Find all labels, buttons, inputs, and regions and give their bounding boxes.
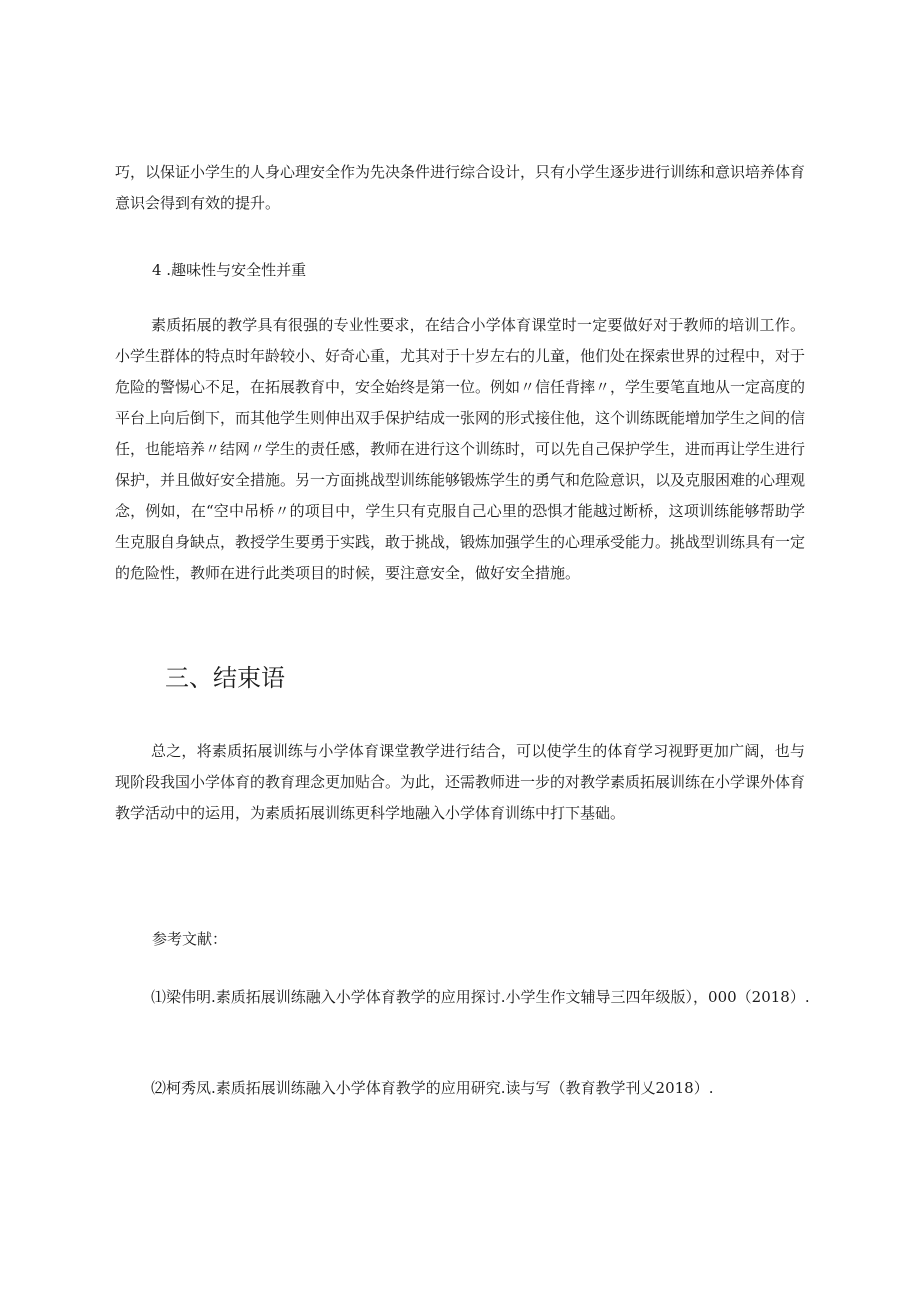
- intro-paragraph: 巧，以保证小学生的人身心理安全作为先决条件进行综合设计，只有小学生逐步进行训练和意识培养体育意识会得到有效的提升。: [115, 163, 806, 212]
- reference-item: ⑵柯秀凤.素质拓展训练融入小学体育教学的应用研究.读与写（教育教学刊乂2018）.: [151, 1079, 714, 1097]
- reference-item: ⑴梁伟明.素质拓展训练融入小学体育教学的应用探讨.小学生作文辅导三四年级版），000（2018）.: [151, 988, 810, 1006]
- section-heading-conclusion: 三、结束语: [165, 664, 285, 692]
- safety-paragraph: 素质拓展的教学具有很强的专业性要求，在结合小学体育课堂时一定要做好对于教师的培训工作。小学生群体的特点时年龄较小、好奇心重，尤其对于十岁左右的儿童，他们处在探索世界的过程中，对于危险的警惕心不足，在拓展教育中，安全始终是第一位。例如〃信任背摔〃，学生要笔直地从一定高度的平台上向后倒下，而其他学生则伸出双手保护结成一张网的形式接住他，这个训练既能增加学生之间的信任，也能培养〃结网〃学生的责任感，教师在进行这个训练时，可以先自己保护学生，进而再让学生进行保护，并且做好安全措施。另一方面挑战型训练能够锻炼学生的勇气和危险意识，以及克服困难的心理观念，例如，在“空中吊桥〃的项目中，学生只有克服自己心里的恐惧才能越过断桥，这项训练能够帮助学生克服自身缺点，教授学生要勇于实践，敢于挑战，锻炼加强学生的心理承受能力。挑战型训练具有一定的危险性，教师在进行此类项目的时候，要注意安全，做好安全措施。: [115, 316, 806, 582]
- conclusion-paragraph: 总之，将素质拓展训练与小学体育课堂教学进行结合，可以使学生的体育学习视野更加广阔，也与现阶段我国小学体育的教育理念更加贴合。为此，还需教师进一步的对教学素质拓展训练在小学课外体育教学活动中的运用，为素质拓展训练更科学地融入小学体育训练中打下基础。: [115, 742, 806, 822]
- subheading-fun-and-safety: 4 .趣味性与安全性并重: [152, 261, 307, 279]
- references-label: 参考文献：: [152, 930, 228, 948]
